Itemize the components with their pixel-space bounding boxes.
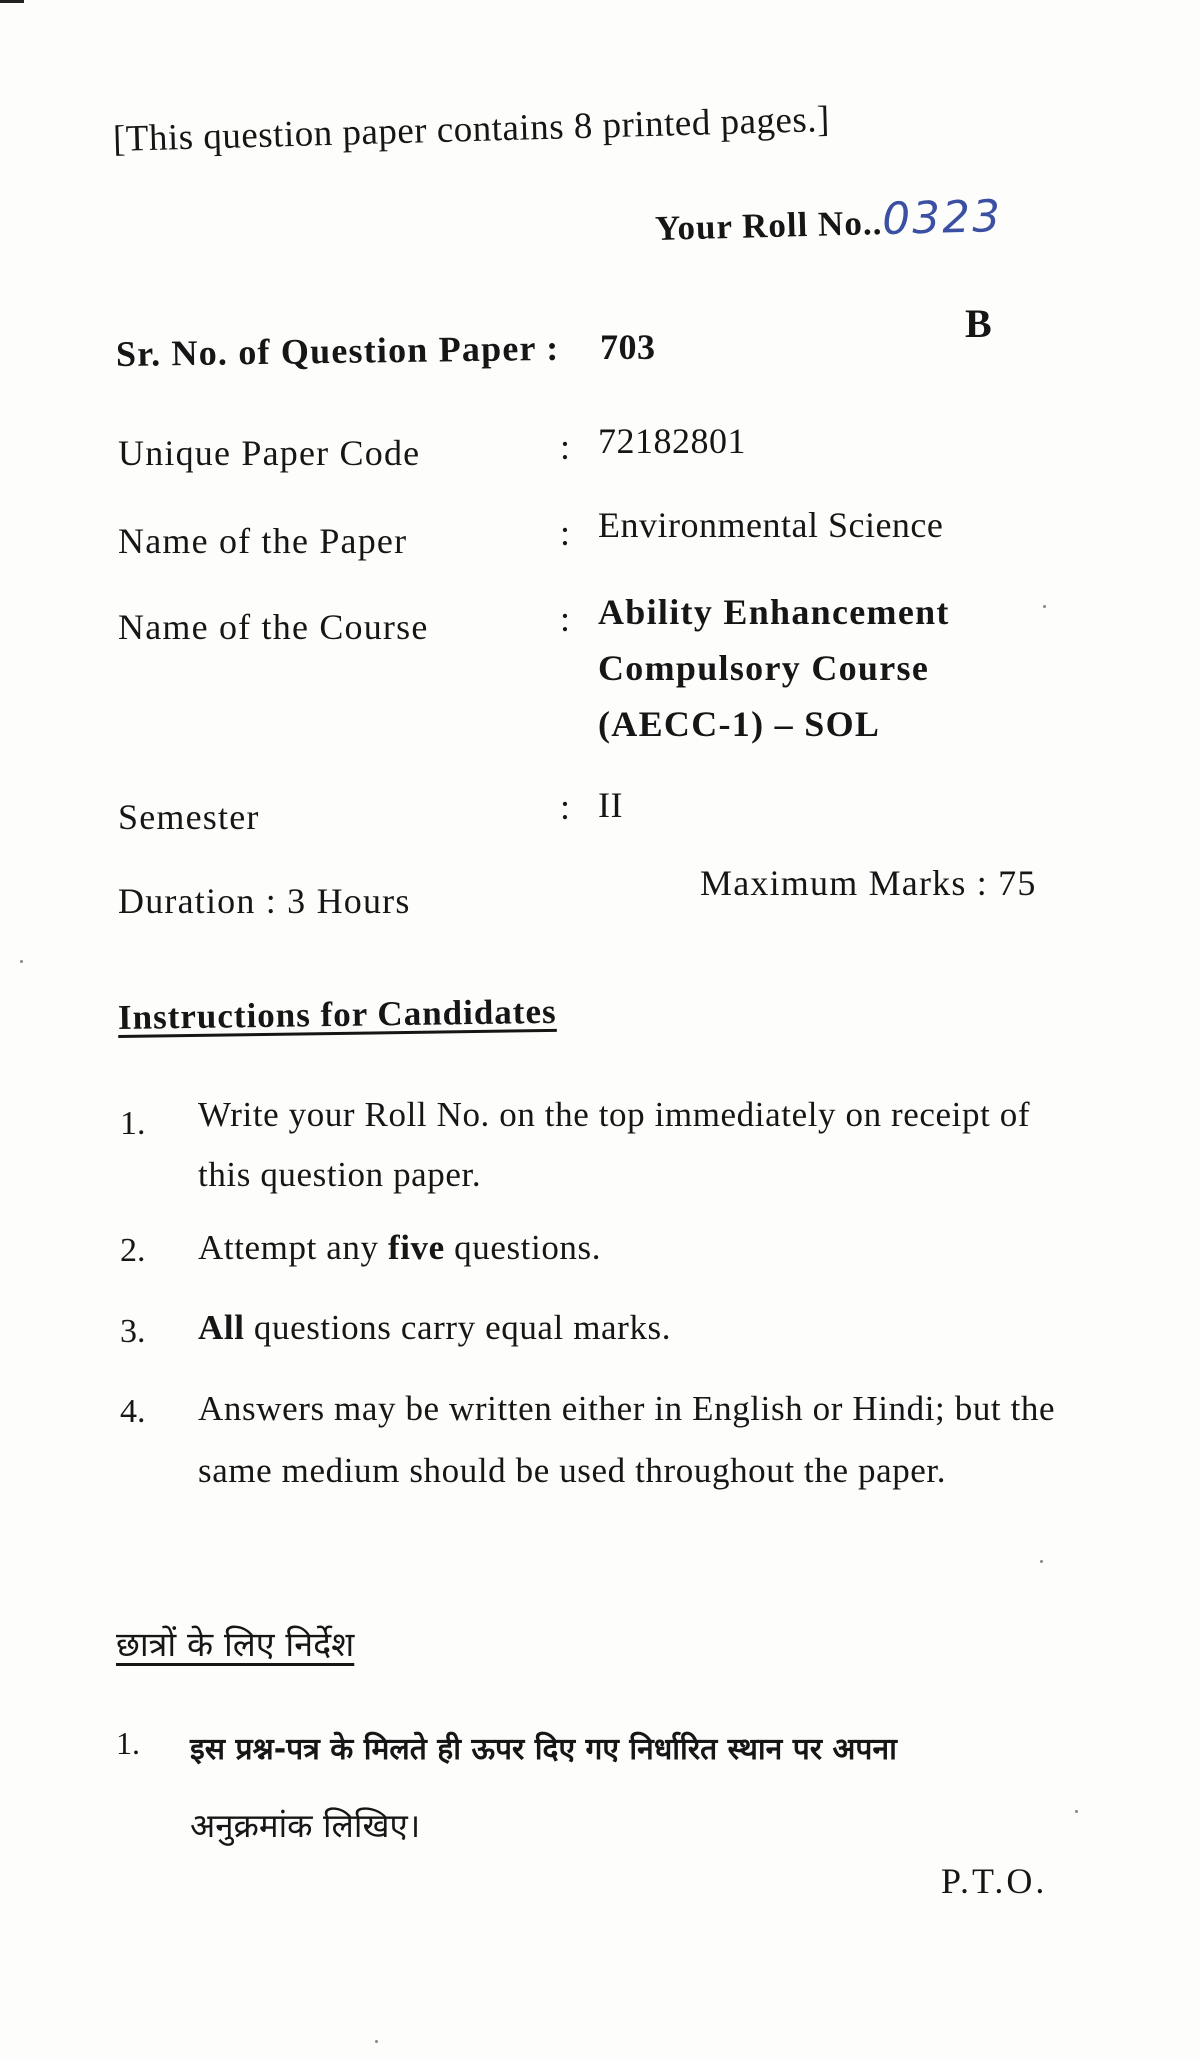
roll-label: Your Roll No.. — [654, 203, 883, 248]
instruction-item: Answers may be written either in English or Hindi; but the same medium should be used throughout the paper. — [198, 1389, 1056, 1490]
upc-label: Unique Paper Code — [118, 433, 421, 473]
hindi-instructions-heading: छात्रों के लिए निर्देश — [116, 1625, 355, 1665]
serial-label: Sr. No. of Question Paper : — [115, 327, 560, 374]
upc-colon: : — [560, 427, 571, 467]
scan-speck — [1040, 1560, 1043, 1563]
instructions-heading: Instructions for Candidates — [117, 991, 557, 1037]
paper-label: Name of the Paper — [118, 521, 408, 561]
instruction-number: 4. — [120, 1393, 146, 1430]
scan-speck — [1043, 605, 1046, 608]
instruction-text: Attempt any — [198, 1228, 388, 1267]
hindi-instruction-line-2: अनुक्रमांक लिखिए। — [190, 1806, 421, 1845]
instruction-number: 2. — [120, 1232, 146, 1269]
pto-marker: P.T.O. — [941, 1861, 1048, 1901]
course-label: Name of the Course — [118, 607, 429, 647]
instruction-item — [198, 1218, 1078, 1278]
instruction-emphasis: All — [198, 1308, 245, 1347]
duration: Duration : 3 Hours — [118, 881, 411, 921]
hindi-instruction-number: 1. — [116, 1725, 140, 1761]
course-value: Ability Enhancement Compulsory Course (AECC-1) – SOL — [598, 592, 950, 744]
semester-colon: : — [560, 787, 571, 827]
hindi-instruction-item — [190, 1712, 1070, 1864]
instruction-number: 1. — [120, 1105, 146, 1142]
instruction-number: 3. — [120, 1313, 146, 1350]
scan-speck — [1075, 1810, 1078, 1813]
semester-value: II — [598, 785, 623, 825]
roll-number-handwritten: 0323 — [881, 190, 1003, 246]
instruction-item: Write your Roll No. on the top immediately on receipt of this question paper. — [198, 1095, 1031, 1194]
instruction-emphasis: five — [387, 1228, 445, 1267]
scan-speck — [375, 2040, 378, 2043]
course-colon: : — [560, 599, 571, 639]
upc-value: 72182801 — [598, 421, 746, 461]
semester-label: Semester — [118, 797, 260, 837]
set-letter: B — [965, 301, 992, 346]
paper-value: Environmental Science — [598, 505, 944, 545]
instruction-text: questions carry equal marks. — [244, 1308, 672, 1347]
serial-value: 703 — [600, 327, 656, 367]
roll-number — [654, 191, 1002, 251]
hindi-instruction-line-1: इस प्रश्न-पत्र के मिलते ही ऊपर दिए गए निर्धारित स्थान पर अपना — [190, 1732, 897, 1767]
scan-edge-mark — [0, 0, 24, 3]
instruction-item — [198, 1298, 1078, 1358]
pages-note: [This question paper contains 8 printed pages.] — [112, 98, 831, 160]
paper-colon: : — [560, 513, 571, 553]
instruction-text: questions. — [444, 1228, 602, 1267]
scan-speck — [20, 960, 23, 963]
max-marks: Maximum Marks : 75 — [700, 863, 1037, 903]
